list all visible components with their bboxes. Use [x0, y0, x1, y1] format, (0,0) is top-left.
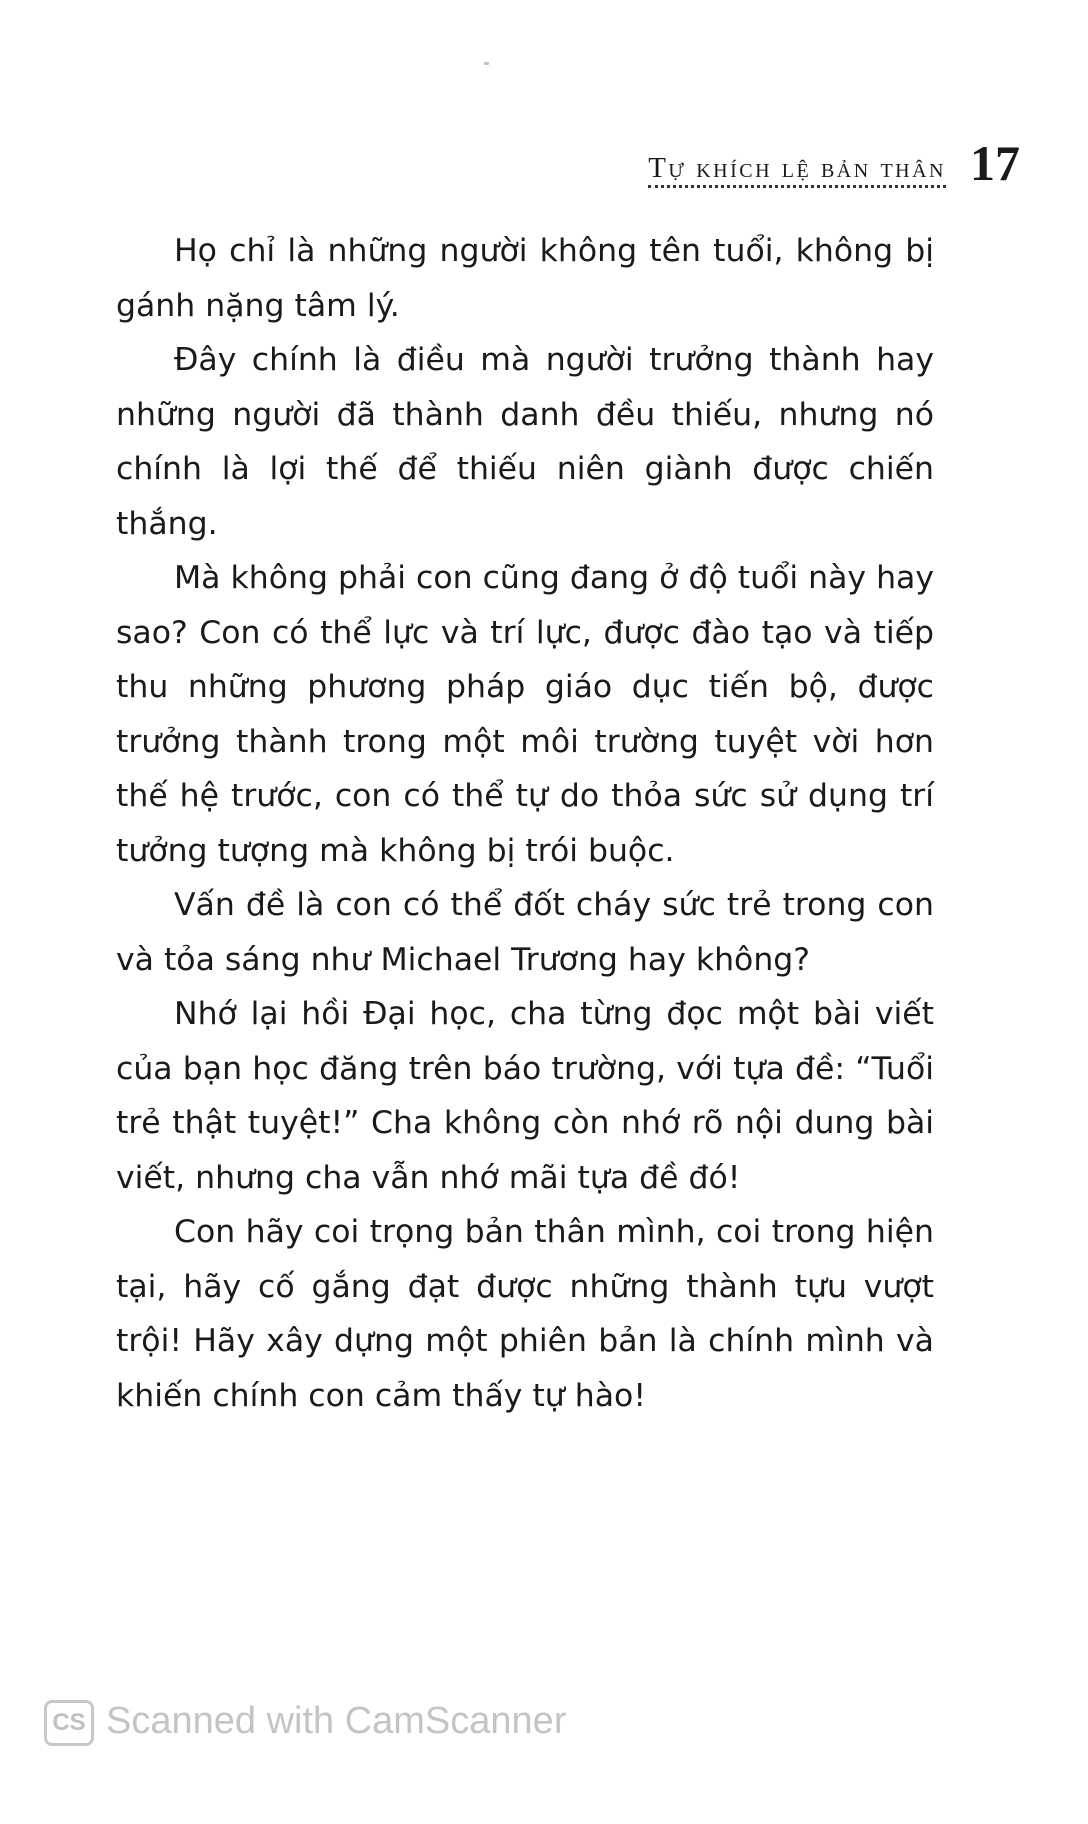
camscanner-logo-icon: CS: [44, 1700, 94, 1746]
paragraph-1: Họ chỉ là những người không tên tuổi, không bị gánh nặng tâm lý.: [116, 233, 934, 324]
page-number: 17: [970, 135, 1020, 191]
scanner-watermark: Scanned with CamScanner: [106, 1700, 567, 1742]
paragraph-2: Đây chính là điều mà người trưởng thành hay những người đã thành danh đều thiếu, nhưng nó chính là lợi thế để thiếu niên giành được chiến thắng.: [116, 342, 934, 542]
paragraph-5: Nhớ lại hồi Đại học, cha từng đọc một bài viết của bạn học đăng trên báo trường, với tựa đề: “Tuổi trẻ thật tuyệt!” Cha không còn nhớ rõ nội dung bài viết, nhưng cha vẫn nhớ mãi tựa đề đó!: [116, 996, 934, 1196]
running-header: [480, 118, 1020, 191]
chapter-title: Tự khích lệ bản thân: [648, 154, 946, 188]
body-text: [116, 224, 934, 1423]
paragraph-4: Vấn đề là con có thể đốt cháy sức trẻ trong con và tỏa sáng như Michael Trương hay không?: [116, 887, 934, 978]
paragraph-3: Mà không phải con cũng đang ở độ tuổi này hay sao? Con có thể lực và trí lực, được đào tạo và tiếp thu những phương pháp giáo dục tiến bộ, được trưởng thành trong một môi trường tuyệt vời hơn thế hệ trước, con có thể tự do thỏa sức sử dụng trí tưởng tượng mà không bị trói buộc.: [116, 560, 934, 869]
scan-speck: [484, 62, 489, 65]
paragraph-6: Con hãy coi trọng bản thân mình, coi trong hiện tại, hãy cố gắng đạt được những thành tựu vượt trội! Hãy xây dựng một phiên bản là chính mình và khiến chính con cảm thấy tự hào!: [116, 1214, 934, 1414]
